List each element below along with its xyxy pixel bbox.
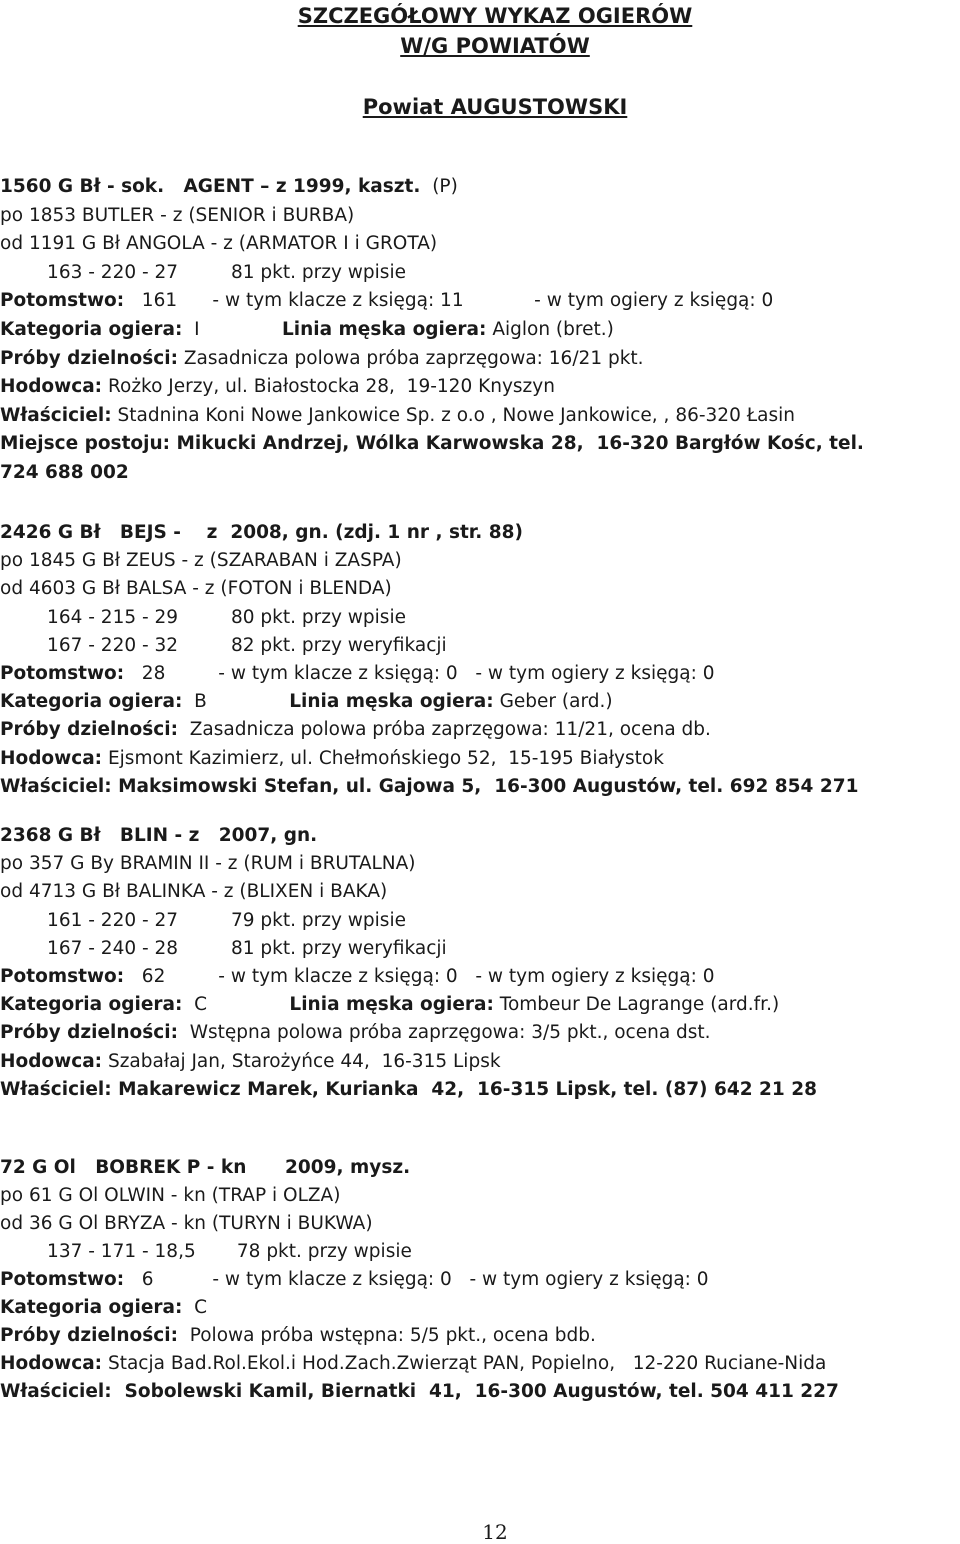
field-label: Miejsce postoju: Mikucki Andrzej, Wólka Karwowska 28, 16-320 Bargłów Kośc, tel. bbox=[0, 433, 864, 455]
field-value: 28 - w tym klacze z księgą: 0 - w tym ogiery z księgą: 0 bbox=[124, 663, 715, 684]
entry-4-line bbox=[0, 1157, 410, 1179]
field-label: 724 688 002 bbox=[0, 462, 129, 483]
entry-4-line bbox=[0, 1213, 373, 1235]
entry-4-line bbox=[0, 1297, 207, 1319]
entry-3-line bbox=[0, 881, 387, 903]
entry-3-line bbox=[0, 994, 779, 1016]
entry-2-line bbox=[0, 691, 613, 713]
entry-1-line bbox=[0, 405, 795, 427]
field-value: 161 - w tym klacze z księgą: 11 - w tym ogiery z księgą: 0 bbox=[124, 290, 774, 312]
field-label: Potomstwo: bbox=[0, 966, 125, 987]
field-value: 6 - w tym klacze z księgą: 0 - w tym ogiery z księgą: 0 bbox=[124, 1269, 709, 1290]
entry-1-line bbox=[0, 290, 773, 312]
entry-2-line bbox=[0, 550, 402, 572]
field-label: Hodowca: bbox=[0, 1050, 103, 1072]
entry-4-line bbox=[0, 1241, 412, 1263]
entry-2-line bbox=[0, 635, 447, 657]
field-value: Rożko Jerzy, ul. Białostocka 28, 19-120 Knyszyn bbox=[102, 376, 555, 398]
field-value: I bbox=[182, 319, 282, 340]
field-value: 164 - 215 - 29 80 pkt. przy wpisie bbox=[0, 606, 406, 628]
field-value: Ejsmont Kazimierz, ul. Chełmońskiego 52, 15-195 Białystok bbox=[102, 747, 664, 769]
field-value: po 61 G Ol OLWIN - kn (TRAP i OLZA) bbox=[0, 1185, 341, 1206]
entry-4-line bbox=[0, 1269, 709, 1291]
entry-3-line bbox=[0, 1079, 817, 1101]
entry-1-line bbox=[0, 319, 614, 341]
field-label: Hodowca: bbox=[0, 1353, 103, 1374]
entry-1-line bbox=[0, 462, 129, 484]
field-label: 2426 G Bł BEJS - z 2008, gn. (zdj. 1 nr , str. 88) bbox=[0, 522, 523, 543]
entry-1-line bbox=[0, 348, 644, 370]
page-title-line-1: SZCZEGÓŁOWY WYKAZ OGIERÓW bbox=[297, 4, 693, 28]
field-label: 72 G Ol BOBREK P - kn 2009, mysz. bbox=[0, 1157, 411, 1178]
powiat-heading: Powiat AUGUSTOWSKI bbox=[362, 95, 628, 119]
field-value: Polowa próba wstępna: 5/5 pkt., ocena bdb. bbox=[177, 1325, 596, 1346]
entry-3-line bbox=[0, 825, 317, 847]
field-label: Kategoria ogiera: bbox=[0, 319, 183, 340]
field-value: 163 - 220 - 27 81 pkt. przy wpisie bbox=[0, 261, 406, 283]
entry-1-line bbox=[0, 205, 354, 227]
field-value: od 4603 G Bł BALSA - z (FOTON i BLENDA) bbox=[0, 578, 392, 600]
entry-4-line bbox=[0, 1185, 340, 1207]
field-value: od 36 G Ol BRYZA - kn (TURYN i BUKWA) bbox=[0, 1213, 373, 1234]
field-label: Właściciel: Maksimowski Stefan, ul. Gajowa 5, 16-300 Augustów, tel. 692 854 271 bbox=[0, 775, 859, 797]
entry-3-line bbox=[0, 1022, 711, 1044]
entry-2-line bbox=[0, 748, 664, 770]
field-value: Stadnina Koni Nowe Jankowice Sp. z o.o , Nowe Jankowice, , 86-320 Łasin bbox=[111, 404, 795, 426]
entry-3-line bbox=[0, 1051, 501, 1073]
field-value: Zasadnicza polowa próba zaprzęgowa: 11/21, ocena db. bbox=[177, 719, 711, 741]
field-label: Potomstwo: bbox=[0, 663, 125, 684]
field-value: 62 - w tym klacze z księgą: 0 - w tym ogiery z księgą: 0 bbox=[124, 966, 715, 987]
field-label: Kategoria ogiera: bbox=[0, 1297, 183, 1318]
field-value: po 1853 BUTLER - z (SENIOR i BURBA) bbox=[0, 204, 355, 226]
field-value: od 4713 G Bł BALINKA - z (BLIXEN i BAKA) bbox=[0, 881, 388, 903]
entry-4-line bbox=[0, 1381, 839, 1403]
field-value: 161 - 220 - 27 79 pkt. przy wpisie bbox=[0, 909, 406, 931]
entry-3-line bbox=[0, 853, 416, 875]
entry-1-line bbox=[0, 233, 437, 255]
entry-4-line bbox=[0, 1353, 826, 1375]
field-value: Wstępna polowa próba zaprzęgowa: 3/5 pkt., ocena dst. bbox=[177, 1022, 711, 1044]
field-value: 167 - 240 - 28 81 pkt. przy weryfikacji bbox=[0, 937, 447, 959]
entry-2-line bbox=[0, 719, 711, 741]
field-label: 1560 G Bł - sok. AGENT – z 1999, kaszt. bbox=[0, 176, 421, 197]
field-label: Właściciel: Makarewicz Marek, Kurianka 42, 16-315 Lipsk, tel. (87) 642 21 28 bbox=[0, 1078, 817, 1100]
entry-1-line bbox=[0, 433, 864, 455]
field-label: Właściciel: Sobolewski Kamil, Biernatki 41, 16-300 Augustów, tel. 504 411 227 bbox=[0, 1381, 839, 1402]
page-number: 12 bbox=[482, 1520, 508, 1544]
entry-1-line bbox=[0, 262, 406, 284]
field-label: Linia męska ogiera: bbox=[281, 319, 487, 340]
field-value: (P) bbox=[420, 176, 458, 197]
entry-3-line bbox=[0, 966, 714, 988]
field-label: Linia męska ogiera: bbox=[289, 994, 494, 1016]
field-value: 167 - 220 - 32 82 pkt. przy weryfikacji bbox=[0, 634, 447, 656]
field-value: C bbox=[182, 1297, 208, 1318]
field-label: 2368 G Bł BLIN - z 2007, gn. bbox=[0, 825, 318, 846]
field-label: Próby dzielności: bbox=[0, 1022, 178, 1044]
entry-1-line bbox=[0, 376, 555, 398]
field-value: C bbox=[182, 994, 290, 1016]
field-value: po 1845 G Bł ZEUS - z (SZARABAN i ZASPA) bbox=[0, 550, 402, 572]
field-label: Kategoria ogiera: bbox=[0, 691, 183, 713]
entry-4-line bbox=[0, 1325, 596, 1347]
field-value: Stacja Bad.Rol.Ekol.i Hod.Zach.Zwierząt PAN, Popielno, 12-220 Ruciane-Nida bbox=[102, 1353, 827, 1374]
field-value: Zasadnicza polowa próba zaprzęgowa: 16/21 pkt. bbox=[177, 347, 644, 369]
field-value: Geber (ard.) bbox=[493, 691, 613, 713]
field-value: po 357 G By BRAMIN II - z (RUM i BRUTALNA) bbox=[0, 853, 416, 875]
entry-2-line bbox=[0, 578, 392, 600]
entry-2-line bbox=[0, 522, 523, 544]
field-value: Szabałaj Jan, Starożyńce 44, 16-315 Lipsk bbox=[102, 1050, 501, 1072]
entry-3-line bbox=[0, 910, 406, 932]
entry-3-line bbox=[0, 938, 447, 960]
field-label: Linia męska ogiera: bbox=[289, 691, 494, 713]
field-value: Aiglon (bret.) bbox=[486, 319, 614, 340]
field-label: Próby dzielności: bbox=[0, 719, 178, 741]
entry-2-line bbox=[0, 776, 858, 798]
field-label: Właściciel: bbox=[0, 404, 112, 426]
field-label: Kategoria ogiera: bbox=[0, 994, 183, 1016]
field-value: Tombeur De Lagrange (ard.fr.) bbox=[493, 994, 780, 1016]
field-label: Hodowca: bbox=[0, 747, 103, 769]
entry-1-line bbox=[0, 176, 458, 198]
field-label: Próby dzielności: bbox=[0, 1325, 178, 1346]
field-label: Hodowca: bbox=[0, 376, 103, 398]
field-label: Potomstwo: bbox=[0, 290, 125, 312]
entry-2-line bbox=[0, 607, 406, 629]
field-value: B bbox=[182, 691, 290, 713]
field-label: Potomstwo: bbox=[0, 1269, 125, 1290]
field-value: od 1191 G Bł ANGOLA - z (ARMATOR I i GROTA) bbox=[0, 233, 438, 255]
field-value: 137 - 171 - 18,5 78 pkt. przy wpisie bbox=[0, 1241, 412, 1262]
entry-2-line bbox=[0, 663, 714, 685]
page-title-line-2: W/G POWIATÓW bbox=[400, 34, 590, 58]
field-label: Próby dzielności: bbox=[0, 347, 178, 369]
